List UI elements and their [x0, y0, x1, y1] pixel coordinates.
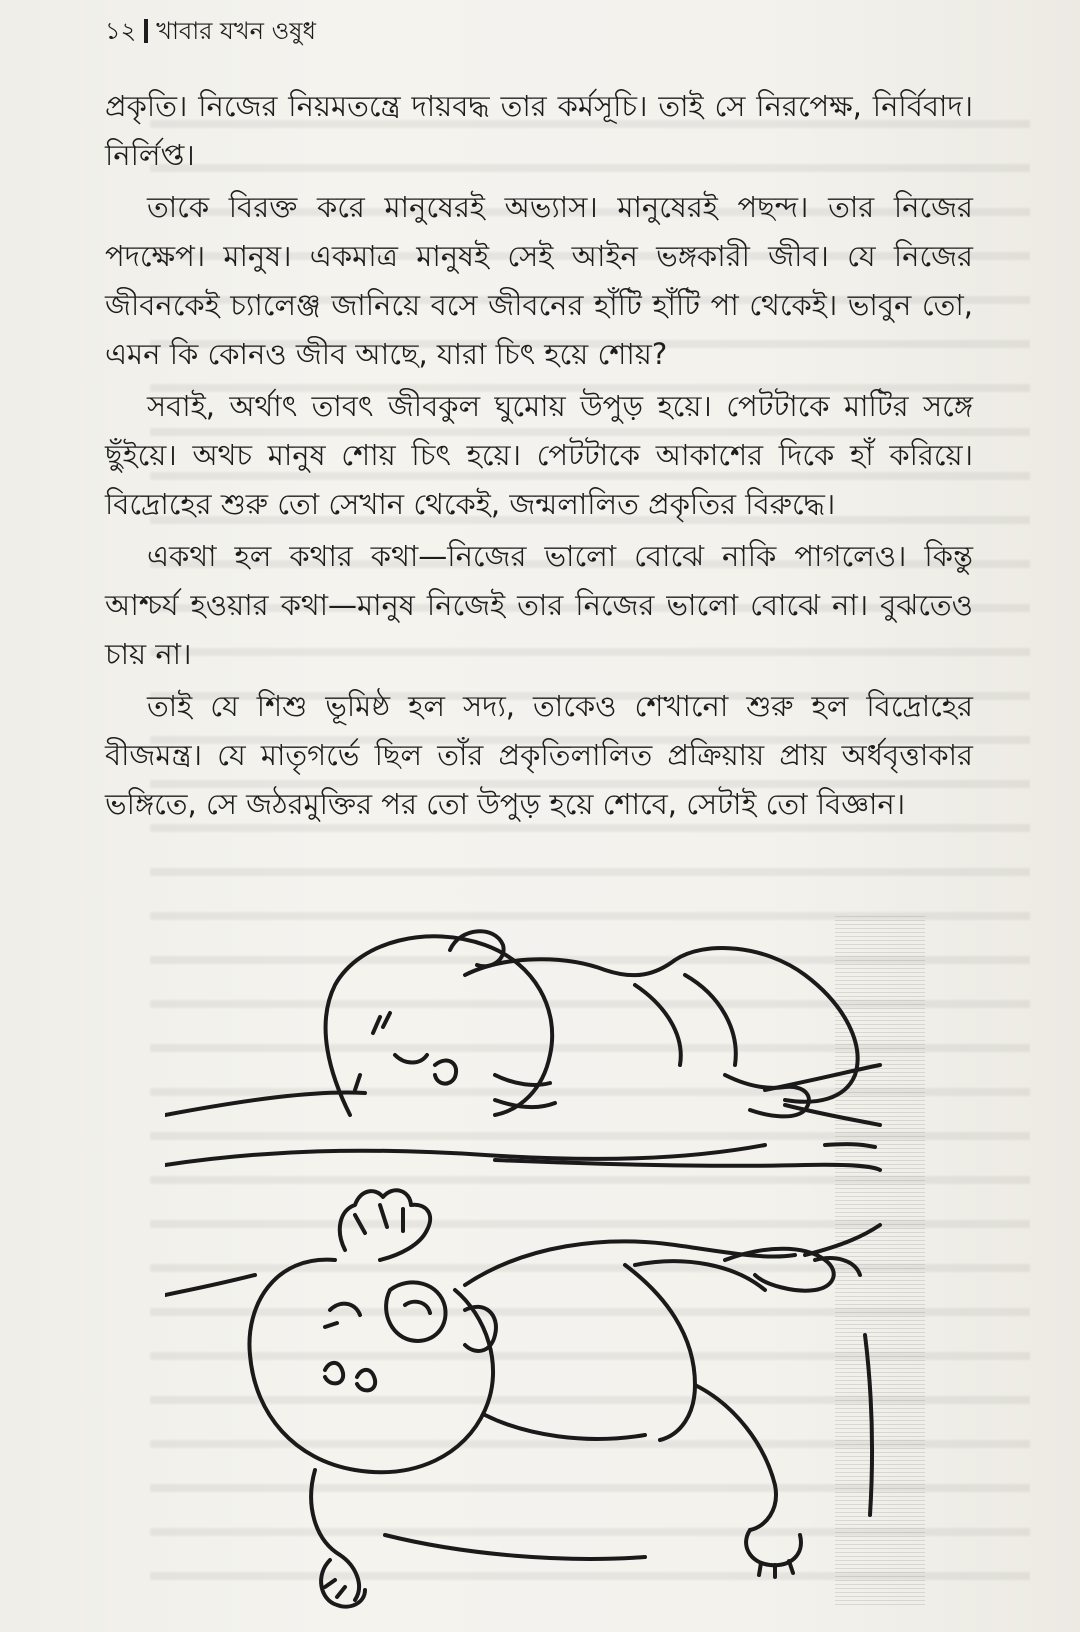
- bottom-baby-eye: [330, 1304, 360, 1315]
- bottom-baby-mouth: [386, 1282, 445, 1341]
- babies-sleeping-illustration: [165, 915, 980, 1615]
- top-baby-cheek: [435, 1061, 456, 1084]
- paragraph-1: প্রকৃতি। নিজের নিয়মতন্ত্রে দায়বদ্ধ তার কর্মসূচি। তাই সে নিরপেক্ষ, নির্বিবাদ। নির্লিপ্ত।: [105, 89, 973, 172]
- bottom-baby-lower-leg: [695, 1385, 776, 1530]
- bottom-baby-nose: [325, 1363, 343, 1384]
- bottom-baby-diaper: [625, 1265, 695, 1440]
- top-baby-eye: [395, 1055, 427, 1063]
- top-baby-diaper: [635, 985, 681, 1065]
- paragraph-2: তাকে বিরক্ত করে মানুষেরই অভ্যাস। মানুষেরই পছন্দ। তার নিজের পদক্ষেপ। মানুষ। একমাত্র মানুষই সেই আইন ভঙ্গকারী জীব। যে নিজের জীবনকেই চ্যালেঞ্জ জানিয়ে বসে জীবনের হাঁটি হাঁটি পা থেকেই। ভাবুন তো, এমন কি কোনও জীব আছে, যারা চিৎ হয়ে শোয়?: [105, 190, 973, 371]
- book-title: খাবার যখন ওষুধ: [156, 17, 316, 45]
- body-text: [105, 82, 973, 832]
- bottom-baby-head: [249, 1260, 493, 1473]
- paragraph-4: একথা হল কথার কথা—নিজের ভালো বোঝে নাকি পাগলেও। কিন্তু আশ্চর্য হওয়ার কথা—মানুষ নিজেই তার নিজের ভালো বোঝে না। বুঝতেও চায় না।: [105, 539, 973, 671]
- header-divider: [144, 19, 148, 43]
- blanket-top-line: [165, 1092, 365, 1115]
- blanket-bottom-line: [385, 1535, 645, 1559]
- blanket-middle-line: [165, 1275, 255, 1295]
- bottom-baby-foot: [746, 1530, 801, 1565]
- bottom-baby-ear: [465, 1307, 496, 1351]
- paragraph-5: তাই যে শিশু ভূমিষ্ঠ হল সদ্য, তাকেও শেখানো শুরু হল বিদ্রোহের বীজমন্ত্র। যে মাতৃগর্ভে ছিল তাঁর প্রকৃতিলালিত প্রক্রিয়ায় প্রায় অর্ধবৃত্তাকার ভঙ্গিতে, সে জঠরমুক্তির পর তো উপুড় হয়ে শোবে, সেটাই তো বিজ্ঞান।: [105, 689, 973, 821]
- top-baby-head: [326, 936, 553, 1115]
- top-baby-foot: [725, 1075, 809, 1116]
- baby-face-up-drawing: [165, 1160, 880, 1607]
- paragraph-3: সবাই, অর্থাৎ তাবৎ জীবকুল ঘুমোয় উপুড় হয়ে। পেটটাকে মাটির সঙ্গে ছুঁইয়ে। অথচ মানুষ শোয় চিৎ হয়ে। পেটটাকে আকাশের দিকে হাঁ করিয়ে। বিদ্রোহের শুরু তো সেখান থেকেই, জন্মলালিত প্রকৃতির বিরুদ্ধে।: [105, 389, 973, 521]
- baby-face-down-drawing: [165, 931, 880, 1165]
- running-head: [105, 16, 316, 46]
- page-number: ১২: [105, 17, 137, 45]
